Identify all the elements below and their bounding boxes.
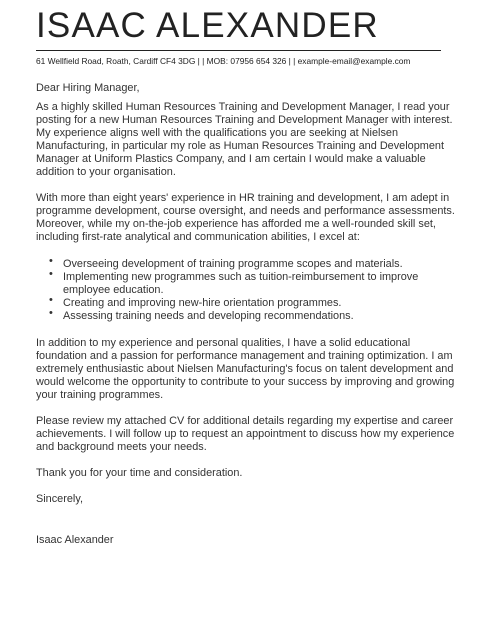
list-item-text: Assessing training needs and developing recommendations. — [63, 310, 354, 322]
applicant-name: ISAAC ALEXANDER — [36, 6, 379, 45]
contact-line: 61 Wellfield Road, Roath, Cardiff CF4 3DG | | MOB: 07956 654 326 | | example-email@example.com — [36, 56, 411, 66]
thanks-line: Thank you for your time and consideration. — [36, 467, 243, 479]
skills-list — [36, 255, 456, 323]
bullet-icon: • — [49, 307, 53, 319]
paragraph-experience: With more than eight years' experience in HR training and development, I am adept in programme development, course oversight, and needs and performance assessments. Moreover, while my on-the-job experience has afforded me a well-rounded skill set, including first-rate analytical and communication abilities, I excel at: — [36, 192, 455, 243]
paragraph-followup: Please review my attached CV for additional details regarding my expertise and career achievements. I will follow up to request an appointment to discuss how my experience and background meets your needs. — [36, 415, 455, 453]
paragraph-qualities: In addition to my experience and personal qualities, I have a solid educational foundation and a passion for performance management and training optimization. I am extremely enthusiastic about Nielsen Manufacturing's focus on talent development and would welcome the opportunity to contribute to your success by improving and growing your training programmes. — [36, 337, 455, 401]
greeting: Dear Hiring Manager, — [36, 82, 140, 94]
list-item — [36, 294, 456, 310]
list-item — [36, 255, 456, 271]
signature-name: Isaac Alexander — [36, 534, 114, 546]
letter-body — [36, 82, 456, 560]
closing: Sincerely, — [36, 493, 84, 505]
bullet-icon: • — [49, 294, 53, 306]
bullet-icon: • — [49, 268, 53, 280]
list-item-text: Implementing new programmes such as tuition-reimbursement to improve employee education. — [63, 271, 419, 296]
bullet-icon: • — [49, 255, 53, 267]
header-divider — [36, 50, 441, 51]
paragraph-intro: As a highly skilled Human Resources Training and Development Manager, I read your posting for a new Human Resources Training and Development Manager with interest. My experience aligns well with the qualifications you are seeking at Nielsen Manufacturing, in particular my role as Human Resources Training and Development Manager at Uniform Plastics Company, and I am certain I would make a valuable addition to your organisation. — [36, 101, 453, 178]
list-item-text: Overseeing development of training programme scopes and materials. — [63, 258, 403, 270]
list-item — [36, 307, 456, 323]
list-item-text: Creating and improving new-hire orientation programmes. — [63, 297, 342, 309]
list-item — [36, 268, 456, 297]
